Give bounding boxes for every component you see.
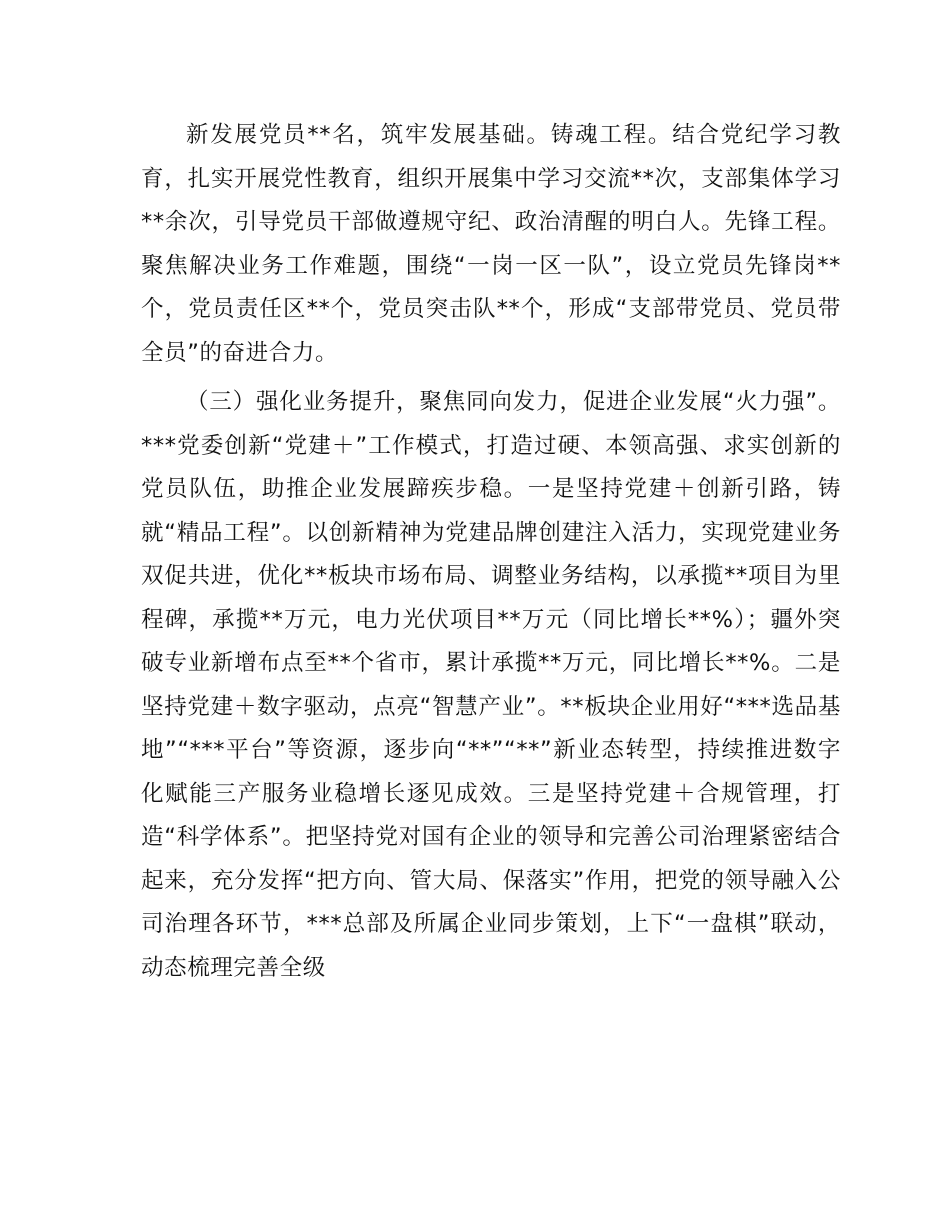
document-body	[141, 114, 841, 990]
paragraph-party-building-projects: 新发展党员**名，筑牢发展基础。铸魂工程。结合党纪学习教育，扎实开展党性教育，组织开展集中学习交流**次，支部集体学习**余次，引导党员干部做遵规守纪、政治清醒的明白人。先锋工程。聚焦解决业务工作难题，围绕“一岗一区一队”，设立党员先锋岗**个，党员责任区**个，党员突击队**个，形成“支部带党员、党员带全员”的奋进合力。	[141, 122, 841, 366]
paragraph-business-improvement: （三）强化业务提升，聚焦同向发力，促进企业发展“火力强”。***党委创新“党建＋”工作模式，打造过硬、本领高强、求实创新的党员队伍，助推企业发展蹄疾步稳。一是坚持党建＋创新引路，铸就“精品工程”。以创新精神为党建品牌创建注入活力，实现党建业务双促共进，优化**板块市场布局、调整业务结构，以承揽**项目为里程碑，承揽**万元，电力光伏项目**万元（同比增长**%）；疆外突破专业新增布点至**个省市，累计承揽**万元，同比增长**%。二是坚持党建＋数字驱动，点亮“智慧产业”。**板块企业用好“***选品基地”“***平台”等资源，逐步向“**”“**”新业态转型，持续推进数字化赋能三产服务业稳增长逐见成效。三是坚持党建＋合规管理，打造“科学体系”。把坚持党对国有企业的领导和完善公司治理紧密结合起来，充分发挥“把方向、管大局、保落实”作用，把党的领导融入公司治理各环节，***总部及所属企业同步策划，上下“一盘棋”联动，动态梳理完善全级	[141, 389, 841, 981]
